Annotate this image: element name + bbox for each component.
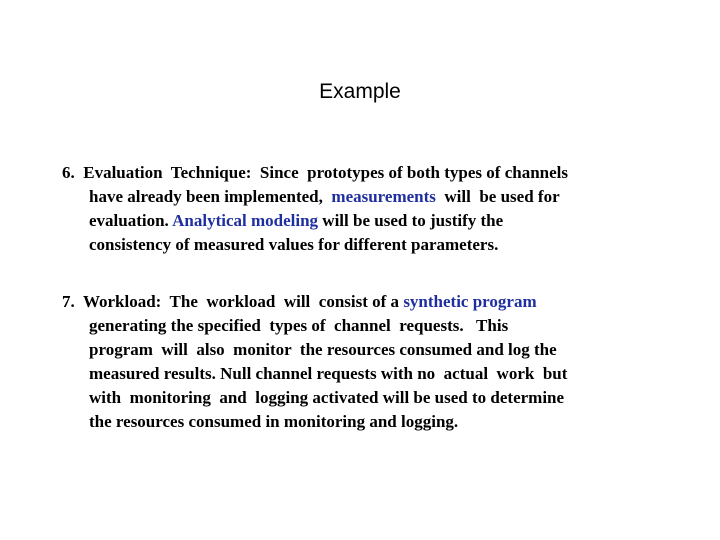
item-line: with monitoring and logging activated will be used to determine bbox=[89, 388, 565, 407]
item-line: generating the specified types of channel requests. This bbox=[89, 316, 509, 335]
item-line: measured results. Null channel requests with no actual work but bbox=[89, 364, 568, 383]
highlight-measurements: measurements bbox=[331, 187, 436, 206]
item-line: program will also monitor the resources consumed and log the bbox=[89, 340, 557, 359]
highlight-synthetic-program: synthetic program bbox=[403, 292, 537, 311]
workload-item bbox=[62, 290, 682, 434]
evaluation-technique-item bbox=[62, 161, 682, 257]
slide-title-text: Example bbox=[319, 80, 401, 103]
item-line: evaluation. Analytical modeling will be used to justify the bbox=[89, 211, 504, 230]
item-line: 7. Workload: The workload will consist of a synthetic program bbox=[62, 292, 537, 311]
slide-title bbox=[0, 80, 720, 104]
item-line: consistency of measured values for different parameters. bbox=[89, 235, 499, 254]
item-line: 6. Evaluation Technique: Since prototypes of both types of channels bbox=[62, 163, 568, 182]
highlight-analytical-modeling: Analytical modeling bbox=[172, 211, 319, 230]
item-line: the resources consumed in monitoring and logging. bbox=[89, 412, 459, 431]
item-line: have already been implemented, measurements will be used for bbox=[89, 187, 560, 206]
